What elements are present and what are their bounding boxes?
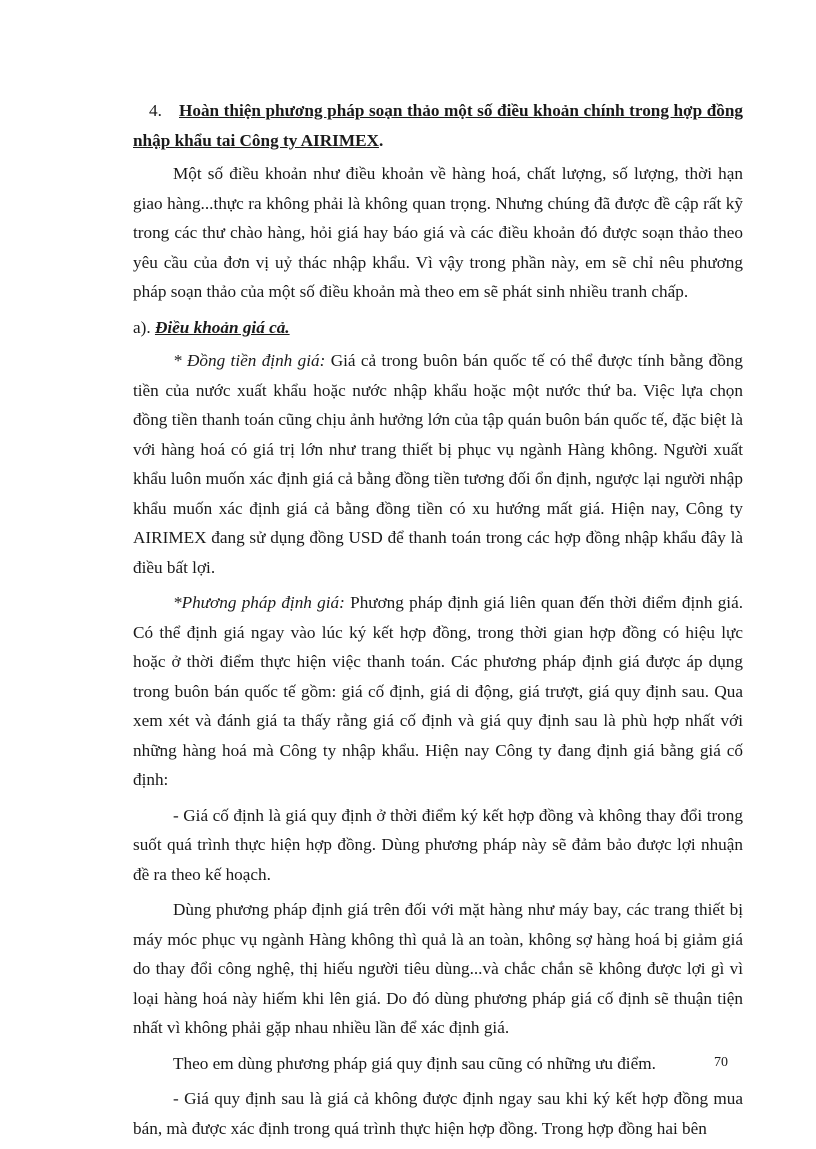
section-title: Hoàn thiện phương pháp soạn thảo một số điều khoản chính trong hợp đồng nhập khẩu tai Công ty AIRIMEX — [133, 101, 743, 150]
page-content — [133, 96, 743, 1149]
method-label: *Phương pháp định giá: — [173, 593, 345, 612]
subsection-heading — [133, 313, 743, 343]
page-number: 70 — [714, 1055, 728, 1070]
currency-body: Giá cả trong buôn bán quốc tế có thể được tính bằng đồng tiền của nước xuất khẩu hoặc nước nhập khẩu hoặc một nước thứ ba. Việc lựa chọn đồng tiền thanh toán cũng chịu ảnh hưởng lớn của tập quán buôn bán quốc tế, đặc biệt là với hàng hoá có giá trị lớn như trang thiết bị phục vụ ngành Hàng không. Người xuất khẩu luôn muốn xác định giá cả bằng đồng tiền tương đối ổn định, ngược lại người nhập khẩu muốn xác định giá cả bằng đồng tiền có xu hướng mất giá. Hiện nay, Công ty AIRIMEX đang sử dụng đồng USD để thanh toán trong các hợp đồng nhập khẩu đây là điều bất lợi. — [133, 351, 743, 577]
method-paragraph — [133, 588, 743, 795]
subsection-prefix: a). — [133, 317, 155, 337]
fixed-price-paragraph: - Giá cố định là giá quy định ở thời điểm ký kết hợp đồng và không thay đổi trong suốt quá trình thực hiện hợp đồng. Dùng phương pháp này sẽ đảm bảo được lợi nhuận đề ra theo kế hoạch. — [133, 805, 743, 884]
currency-label: * Đồng tiền định giá: — [173, 351, 326, 370]
intro-paragraph: Một số điều khoản như điều khoản về hàng hoá, chất lượng, số lượng, thời hạn giao hàng...thực ra không phải là không quan trọng. Nhưng chúng đã được đề cập rất kỹ trong các thư chào hàng, hỏi giá hay báo giá và các điều khoản đó được soạn thảo theo yêu cầu của đơn vị uỷ thác nhập khẩu. Vì vậy trong phần này, em sẽ chỉ nêu phương pháp soạn thảo của một số điều khoản mà theo em sẽ phát sinh nhiều tranh chấp. — [133, 164, 743, 301]
section-heading — [133, 96, 743, 155]
fixed-apply-paragraph: Dùng phương pháp định giá trên đối với mặt hàng như máy bay, các trang thiết bị máy móc phục vụ ngành Hàng không thì quả là an toàn, không sợ hàng hoá bị giảm giá do thay đổi công nghệ, thị hiếu người tiêu dùng...và chắc chắn sẽ không được lợi gì vì loại hàng hoá này hiếm khi lên giá. Do đó dùng phương pháp giá cố định sẽ thuận tiện nhất vì không phải gặp nhau nhiều lần để xác định giá. — [133, 900, 743, 1037]
section-title-suffix: . — [378, 130, 384, 150]
subsection-label: Điều khoản giá cả. — [154, 317, 290, 337]
method-body: Phương pháp định giá liên quan đến thời điểm định giá. Có thể định giá ngay vào lúc ký kết hợp đồng, trong thời gian hợp đồng có hiệu lực hoặc ở thời điểm thực hiện việc thanh toán. Các phương pháp định giá được áp dụng trong buôn bán quốc tế gồm: giá cố định, giá di động, giá trượt, giá quy định sau. Qua xem xét và đánh giá ta thấy rằng giá cố định và giá quy định sau là phù hợp nhất với những hàng hoá mà Công ty nhập khẩu. Hiện nay Công ty đang định giá bằng giá cố định: — [133, 593, 743, 789]
later-price-paragraph: - Giá quy định sau là giá cả không được định ngay sau khi ký kết hợp đồng mua bán, mà được xác định trong quá trình thực hiện hợp đồng. Trong hợp đồng hai bên — [133, 1089, 743, 1138]
section-number: 4. — [149, 101, 162, 120]
later-intro-paragraph: Theo em dùng phương pháp giá quy định sau cũng có những ưu điểm. — [173, 1053, 656, 1073]
currency-paragraph — [133, 346, 743, 582]
